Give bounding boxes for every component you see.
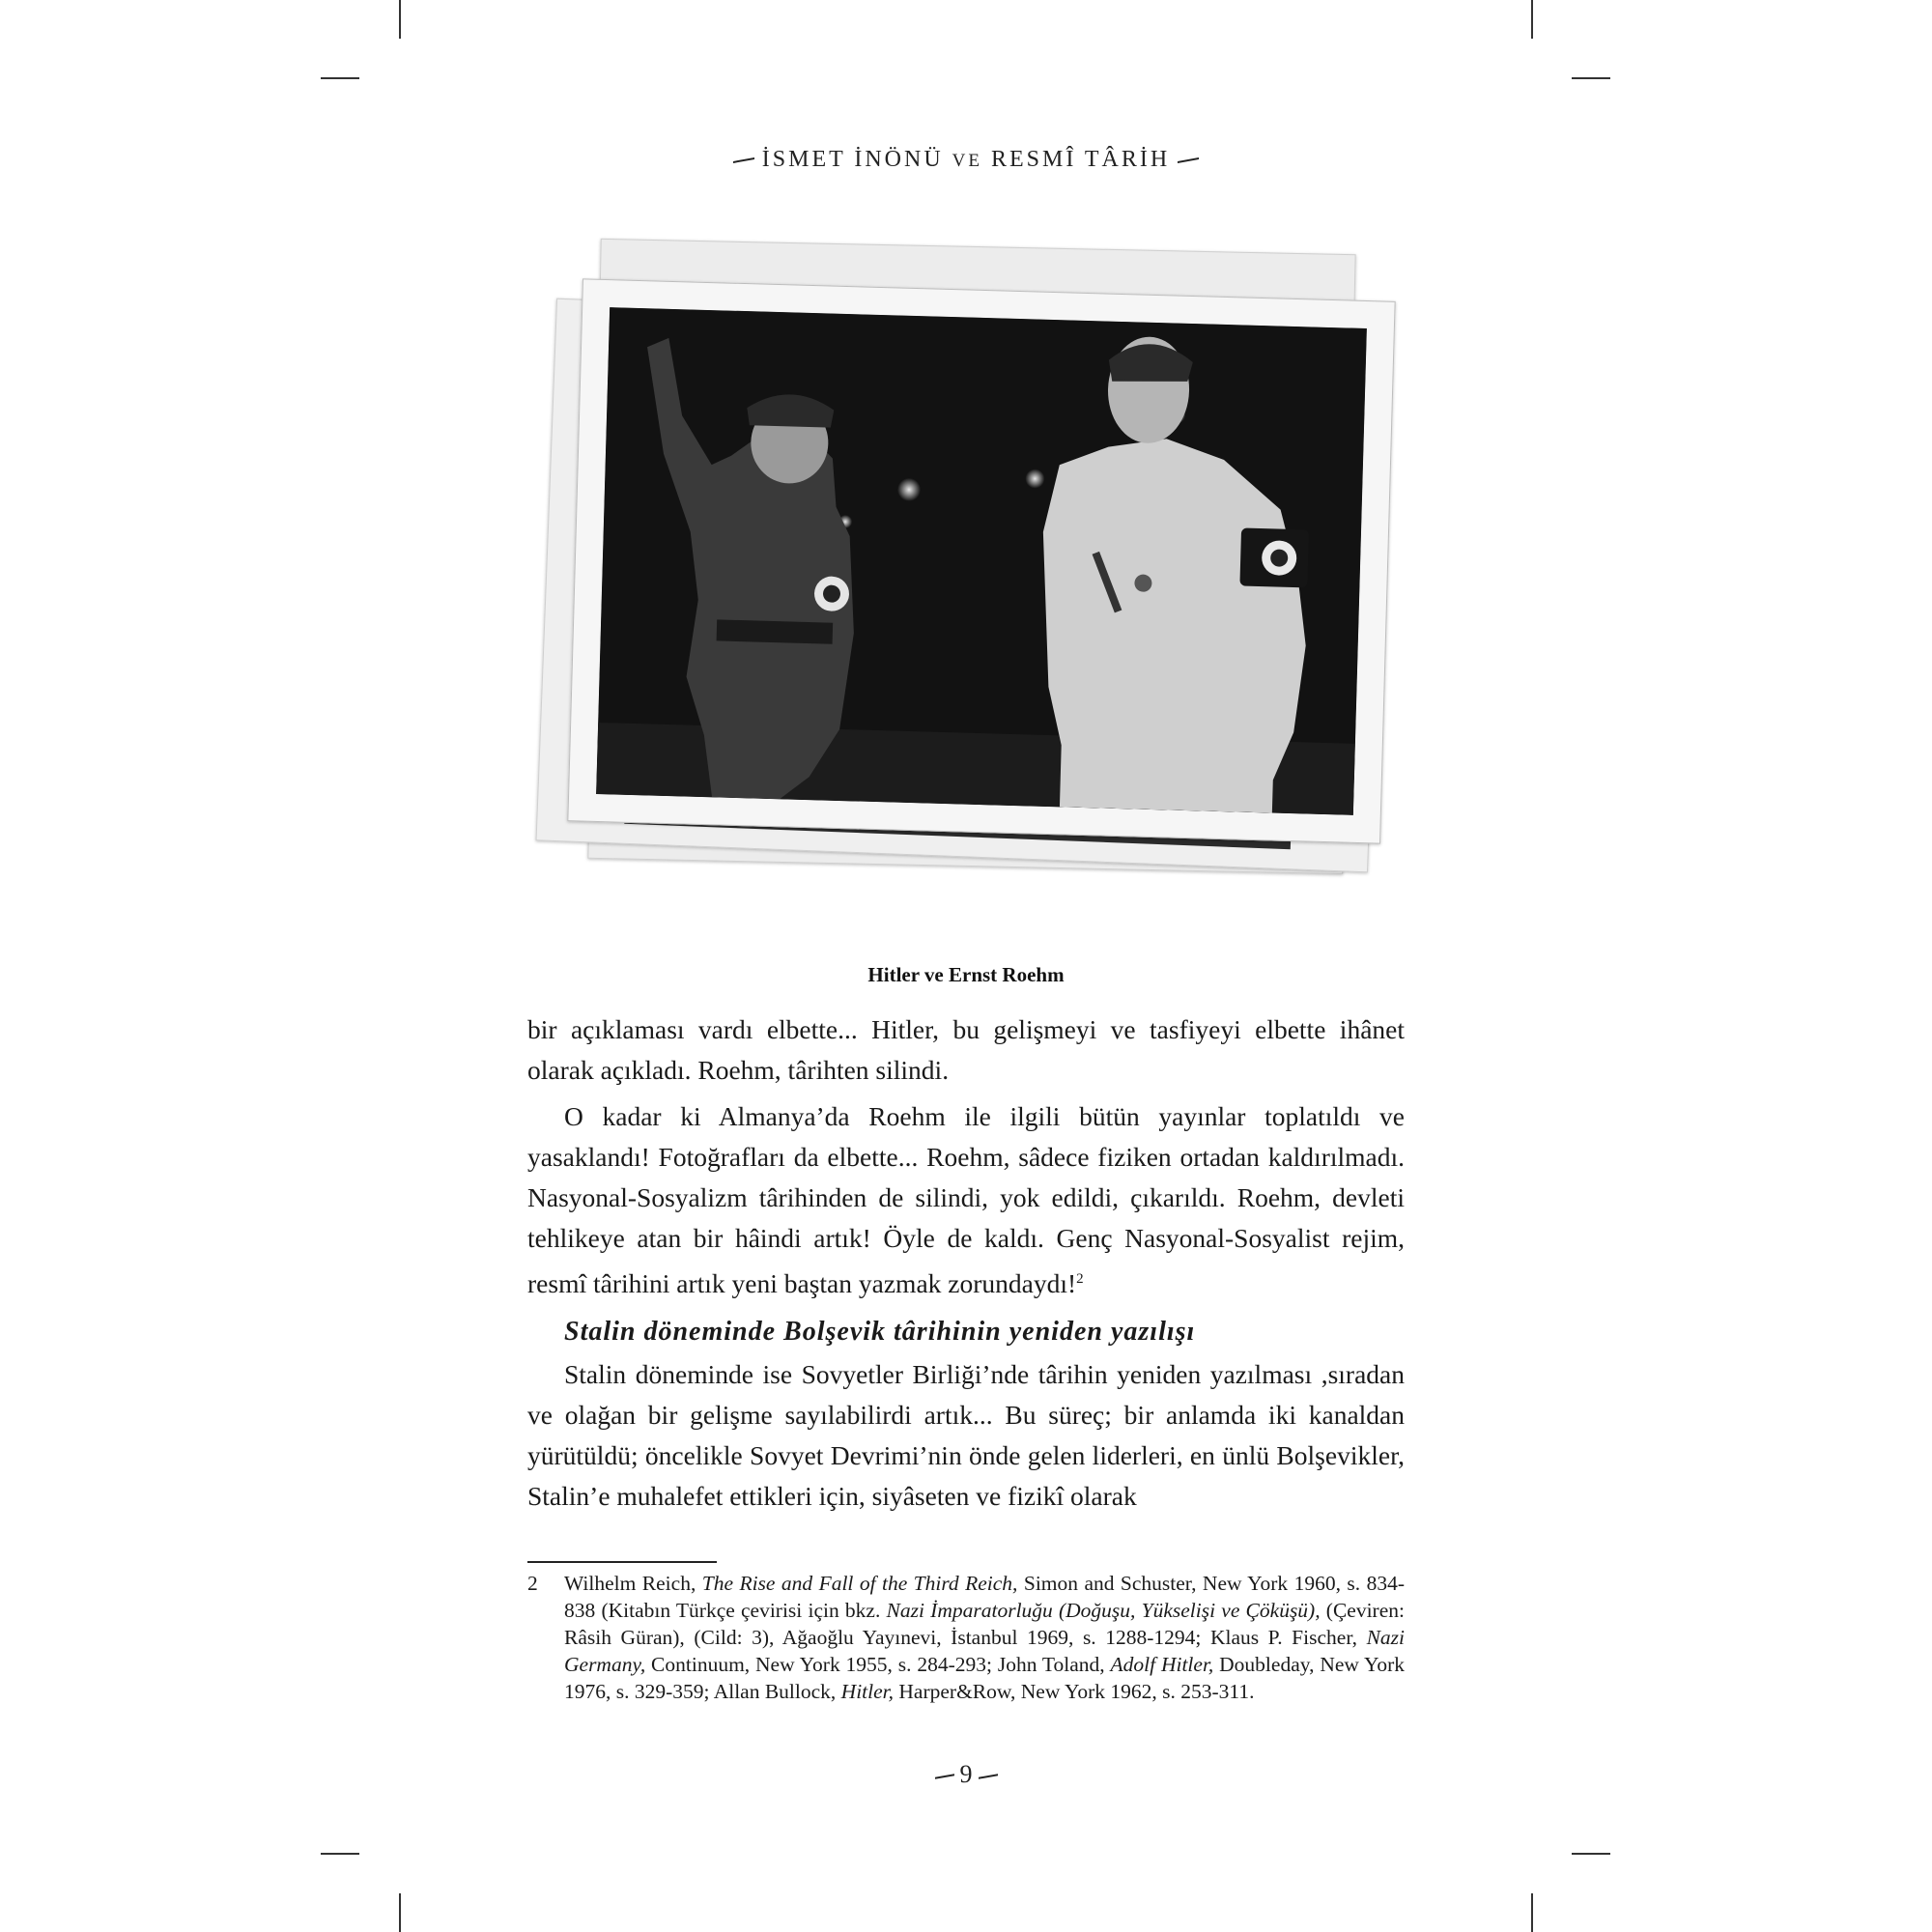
paragraph: bir açıklaması vardı elbette... Hitler, bu gelişmeyi ve tasfiyeyi elbette ihânet olarak açıkladı. Roehm, târihten silindi. bbox=[527, 1014, 1405, 1085]
paragraph: Stalin döneminde ise Sovyetler Birliği’nde târihin yeniden yazılması ,sıradan ve olağan bir gelişme sayılabilirdi artık... Bu süreç; bir anlamda iki kanaldan yürütüldü; öncelikle Sovyet Devrimi’nin önde gelen liderleri, en ünlü Bolşevikler, Stalin’e muhalefet ettikleri için, siyâseten ve fizikî olarak bbox=[527, 1359, 1405, 1512]
paragraph-text: O kadar ki Almanya’da Roehm ile ilgili bütün yayınlar toplatıldı ve yasaklandı! Fotoğrafları da elbette... Roehm, sâdece fiziken ortadan kaldırılmadı. Nasyonal-Sosyalizm târihinden de silindi, yok edildi, çıkarıldı. Roehm, devleti tehlikeye atan bir hâindi artık! Öyle de kaldı. Genç Nasyonal-Sosyalist rejim, resmî târihini artık yeni baştan yazmak zorundaydı! bbox=[527, 1101, 1405, 1299]
paragraph bbox=[527, 1096, 1405, 1304]
photo-stack bbox=[526, 237, 1425, 894]
crop-mark bbox=[321, 77, 359, 79]
crop-mark bbox=[399, 1893, 401, 1932]
footnote-number: 2 bbox=[527, 1572, 538, 1595]
crop-mark bbox=[1572, 1853, 1610, 1855]
body-text bbox=[527, 1009, 1405, 1522]
crop-mark bbox=[399, 0, 401, 39]
section-heading: Stalin döneminde Bolşevik târihinin yeniden yazılışı bbox=[564, 1317, 1196, 1348]
crop-mark bbox=[321, 1853, 359, 1855]
running-head-title: İSMET İNÖNÜ bbox=[761, 147, 944, 172]
footnote-text: Wilhelm Reich, The Rise and Fall of the Third Reich, Simon and Schuster, New York 1960, s. 834-838 (Kitabın Türkçe çevirisi için bkz. Nazi İmparatorluğu (Doğuşu, Yükselişi ve Çöküşü), (Çeviren: Râsih Güran), (Cild: 3), Ağaoğlu Yayınevi, İstanbul 1969, s. 1288-1294; Klaus P. Fischer, Nazi Germany, Continuum, New York 1955, s. 284-293; John Toland, Adolf Hitler, Doubleday, New York 1976, s. 329-359; Allan Bullock, Hitler, Harper&Row, New York 1962, s. 253-311. bbox=[564, 1572, 1405, 1703]
running-head-conjunction: VE bbox=[952, 151, 982, 171]
running-head bbox=[531, 147, 1401, 173]
footnote bbox=[527, 1570, 1405, 1705]
historical-photo bbox=[596, 307, 1367, 815]
photo-card-front bbox=[567, 278, 1395, 843]
page-number-value: 9 bbox=[959, 1760, 973, 1788]
page-number bbox=[869, 1760, 1063, 1789]
footnote-reference[interactable]: 2 bbox=[1076, 1271, 1084, 1287]
crop-mark bbox=[1531, 0, 1533, 39]
running-head-subtitle: RESMÎ TÂRİH bbox=[990, 147, 1171, 172]
photo-caption: Hitler ve Ernst Roehm bbox=[867, 963, 1065, 986]
footnote-rule bbox=[527, 1561, 717, 1563]
crop-mark bbox=[1531, 1893, 1533, 1932]
crop-mark bbox=[1572, 77, 1610, 79]
